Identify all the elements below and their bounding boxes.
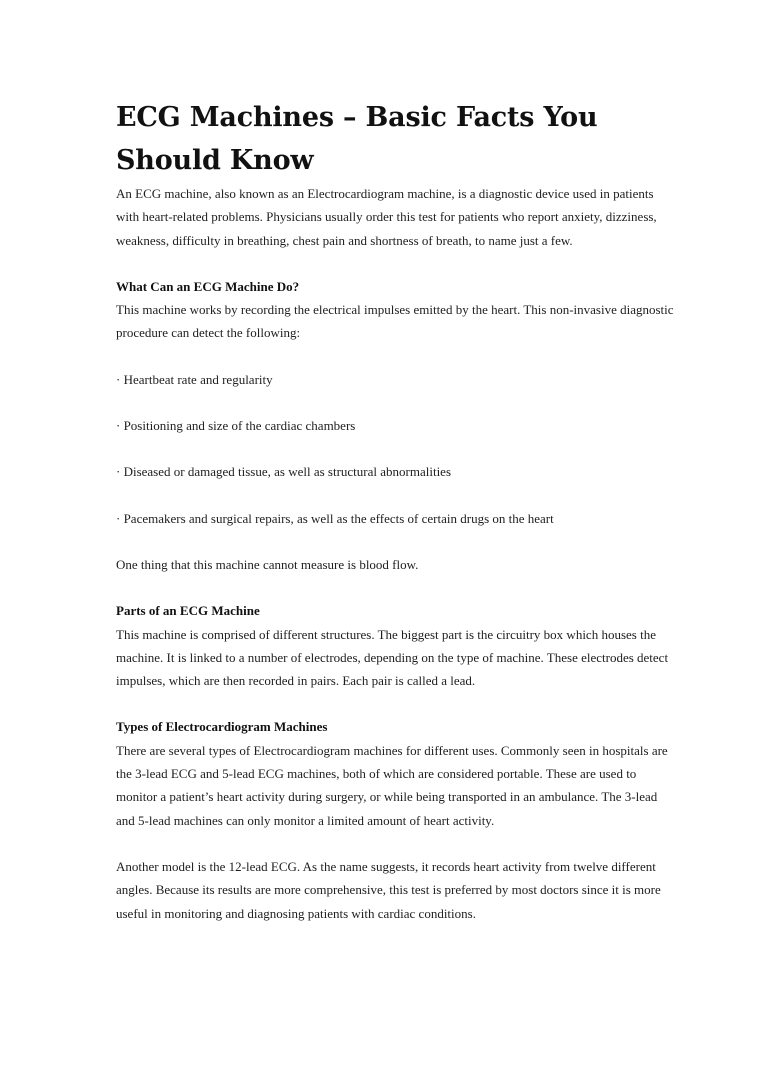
section-body-what-can: This machine works by recording the electrical impulses emitted by the heart. This non-invasive diagnostic procedure can detect the following: <box>116 302 674 341</box>
spacer <box>116 576 676 599</box>
spacer <box>116 391 676 414</box>
spacer <box>116 832 676 855</box>
section-heading-types: Types of Electrocardiogram Machines <box>116 719 328 735</box>
list-item: · Positioning and size of the cardiac chambers <box>116 418 356 434</box>
spacer <box>116 252 676 275</box>
spacer <box>116 692 676 715</box>
intro-paragraph: An ECG machine, also known as an Electrocardiogram machine, is a diagnostic device used in patients with heart-related problems. Physicians usually order this test for patients who report anxiety, dizziness, weakness, difficulty in breathing, chest pain and shortness of breath, to name just a few. <box>116 186 657 248</box>
section-body-types: There are several types of Electrocardiogram machines for different uses. Commonly seen in hospitals are the 3-lead ECG and 5-lead ECG machines, both of which are considered portable. These are used to monitor a patient’s heart activity during surgery, or while being transported in an ambulance. The 3-lead and 5-lead machines can only monitor a limited amount of heart activity. <box>116 742 668 828</box>
section-heading-what-can: What Can an ECG Machine Do? <box>116 278 300 294</box>
spacer <box>116 345 676 368</box>
document-page <box>116 96 676 925</box>
spacer <box>116 437 676 460</box>
document-title: ECG Machines – Basic Facts You Should Know <box>116 102 598 176</box>
list-item: · Pacemakers and surgical repairs, as well as the effects of certain drugs on the heart <box>116 510 554 526</box>
spacer <box>116 530 676 553</box>
section-heading-parts: Parts of an ECG Machine <box>116 603 260 619</box>
closing-paragraph: One thing that this machine cannot measure is blood flow. <box>116 556 419 572</box>
section-body-types-2: Another model is the 12-lead ECG. As the name suggests, it records heart activity from twelve different angles. Because its results are more comprehensive, this test is preferred by most doctors since it is more useful in monitoring and diagnosing patients with cardiac conditions. <box>116 858 661 921</box>
list-item: · Diseased or damaged tissue, as well as structural abnormalities <box>116 464 452 480</box>
spacer <box>116 484 676 507</box>
list-item: · Heartbeat rate and regularity <box>116 371 273 387</box>
section-body-parts: This machine is comprised of different structures. The biggest part is the circuitry box which houses the machine. It is linked to a number of electrodes, depending on the type of machine. These electrodes detect impulses, which are then recorded in pairs. Each pair is called a lead. <box>116 626 669 689</box>
